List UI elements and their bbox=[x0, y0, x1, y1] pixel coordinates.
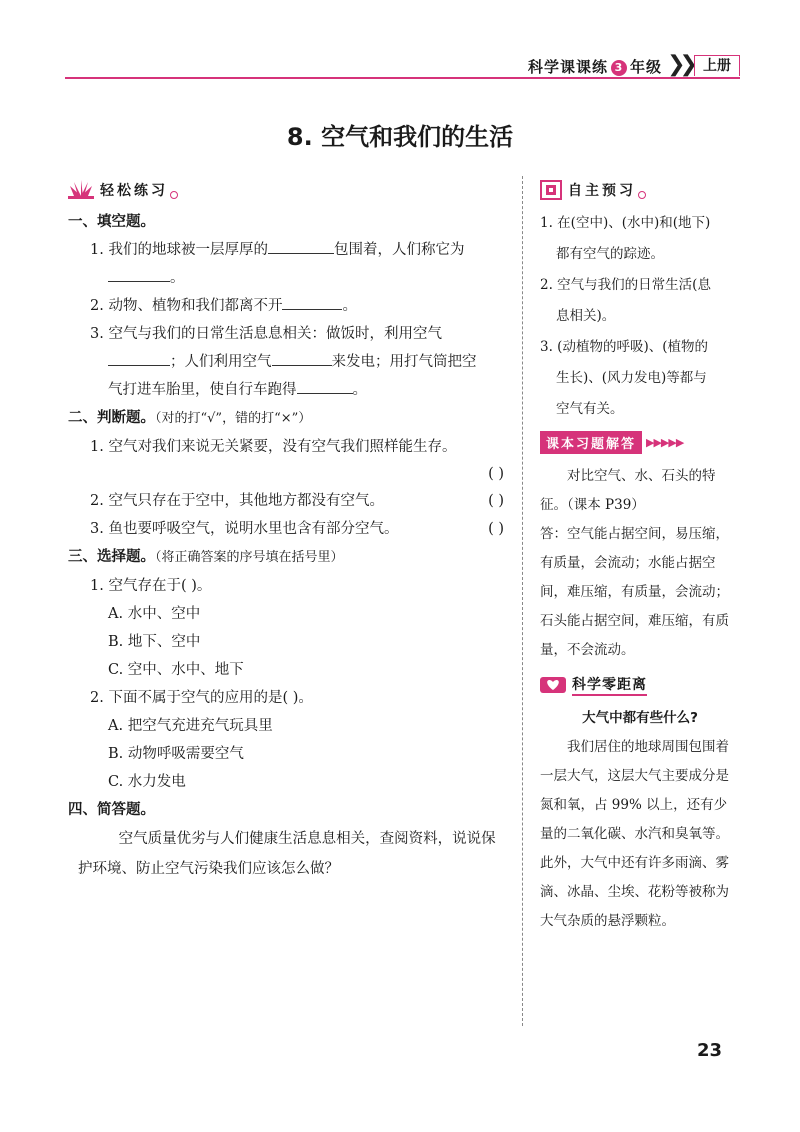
page-header bbox=[65, 52, 740, 82]
answer-blank[interactable] bbox=[272, 351, 332, 366]
choice-q2-c[interactable]: C. 水力发电 bbox=[108, 774, 186, 790]
arrow-icons: ▶▶▶▶▶ bbox=[646, 436, 684, 449]
preview-item-3-cont2: 空气有关。 bbox=[556, 401, 624, 417]
science-heading: 大气中都有些什么? bbox=[582, 710, 698, 726]
preview-item-2: 2. 空气与我们的日常生活(息 bbox=[540, 277, 711, 293]
q-text: 1. 我们的地球被一层厚厚的 bbox=[90, 242, 268, 258]
fill-blank-title: 一、填空题。 bbox=[68, 214, 155, 230]
short-answer-body: 空气质量优劣与人们健康生活息息相关，查阅资料，说说保护环境、防止空气污染我们应该怎么做？ bbox=[78, 831, 496, 877]
fill-q3-cont2 bbox=[68, 376, 508, 404]
judge-note: （对的打“√”，错的打“×”） bbox=[155, 411, 312, 426]
answer-blank[interactable] bbox=[108, 351, 170, 366]
choice-q1-c[interactable]: C. 空中、水中、地下 bbox=[108, 662, 244, 678]
preview-item-2-cont: 息相关)。 bbox=[556, 308, 616, 324]
sidebar bbox=[540, 178, 740, 936]
preview-label: 自主预习 bbox=[568, 183, 636, 199]
header-rule bbox=[65, 77, 740, 79]
judge-q1: 1. 空气对我们来说无关紧要，没有空气我们照样能生存。 bbox=[90, 439, 457, 455]
choice-q1-b[interactable]: B. 地下、空中 bbox=[108, 634, 201, 650]
choice-q2: 2. 下面不属于空气的应用的是( )。 bbox=[90, 690, 313, 706]
q-text: 3. 空气与我们的日常生活息息相关：做饭时，利用空气 bbox=[90, 326, 442, 342]
short-answer-title: 四、简答题。 bbox=[68, 802, 155, 818]
preview-item-3-cont: 生长)、(风力发电)等都与 bbox=[556, 370, 707, 386]
answer-paren[interactable]: ( ) bbox=[488, 521, 504, 537]
preview-item-1: 1. 在(空中)、(水中)和(地下) bbox=[540, 215, 711, 231]
choice-title-row bbox=[68, 543, 508, 572]
judge-q3 bbox=[68, 515, 508, 543]
grade-label: 年级 bbox=[629, 58, 662, 76]
choice-q1: 1. 空气存在于( )。 bbox=[90, 578, 212, 594]
choice-q1-a[interactable]: A. 水中、空中 bbox=[108, 606, 201, 622]
decor-dot bbox=[638, 191, 646, 199]
choice-title: 三、选择题。 bbox=[68, 549, 155, 565]
answer-paren[interactable]: ( ) bbox=[488, 493, 504, 509]
fill-q1-cont bbox=[68, 264, 508, 292]
answer-blank[interactable] bbox=[108, 267, 170, 282]
textbook-header bbox=[540, 431, 740, 454]
science-label: 科学零距离 bbox=[572, 674, 647, 696]
choice-q2-a[interactable]: A. 把空气充进充气玩具里 bbox=[108, 718, 273, 734]
choice-q2-b[interactable]: B. 动物呼吸需要空气 bbox=[108, 746, 244, 762]
science-body: 我们居住的地球周围包围着一层大气，这层大气主要成分是氮和氧，占 99% 以上，还有少量的二氧化碳、水汽和臭氧等。此外，大气中还有许多雨滴、雾滴、冰晶、尘埃、花粉等被称为大气杂质的悬浮颗粒。 bbox=[540, 739, 729, 929]
answer-blank[interactable] bbox=[282, 295, 342, 310]
q-text: 。 bbox=[342, 298, 357, 314]
textbook-question: 对比空气、水、石头的特征。（课本 P39） bbox=[540, 468, 716, 513]
textbook-answer: 答：空气能占据空间，易压缩，有质量，会流动；水能占据空间，难压缩，有质量，会流动；石头能占据空间，难压缩，有质量，不会流动。 bbox=[540, 526, 729, 658]
book-name: 科学课课练 bbox=[527, 58, 608, 76]
q-text: 包围着，人们称它为 bbox=[333, 242, 465, 258]
choice-note: （将正确答案的序号填在括号里） bbox=[155, 550, 344, 565]
sunburst-icon bbox=[68, 180, 94, 200]
fill-q1 bbox=[68, 236, 508, 264]
grade-badge: 3 bbox=[611, 60, 627, 76]
science-header bbox=[540, 673, 740, 697]
q-text: ；人们利用空气 bbox=[170, 354, 272, 370]
judge-title: 二、判断题。 bbox=[68, 410, 155, 426]
answer-blank[interactable] bbox=[297, 379, 353, 394]
page-title: 8. 空气和我们的生活 bbox=[286, 123, 514, 151]
decor-dot bbox=[170, 191, 178, 199]
q-text: 2. 动物、植物和我们都离不开 bbox=[90, 298, 283, 314]
preview-item-3: 3. (动植物的呼吸)、(植物的 bbox=[540, 339, 708, 355]
judge-q1-paren[interactable]: ( ) bbox=[488, 466, 504, 482]
fill-q3 bbox=[68, 320, 508, 348]
fill-q2 bbox=[68, 292, 508, 320]
q-text: 。 bbox=[352, 382, 367, 398]
q-text: 。 bbox=[170, 270, 185, 286]
column-divider bbox=[522, 176, 523, 1026]
book-icon bbox=[540, 180, 562, 200]
practice-label: 轻松练习 bbox=[100, 183, 168, 199]
answer-blank[interactable] bbox=[268, 239, 334, 254]
practice-header bbox=[68, 178, 508, 202]
heart-badge-icon bbox=[540, 676, 566, 694]
q-text: 3. 鱼也要呼吸空气，说明水里也含有部分空气。 bbox=[90, 521, 399, 537]
practice-section bbox=[68, 178, 508, 884]
q-text: 2. 空气只存在于空中，其他地方都没有空气。 bbox=[90, 493, 384, 509]
judge-q2 bbox=[68, 487, 508, 515]
preview-item-1-cont: 都有空气的踪迹。 bbox=[556, 246, 664, 262]
page-number: 23 bbox=[697, 1040, 723, 1061]
textbook-label: 课本习题解答 bbox=[540, 431, 642, 454]
volume-tab: 上册 bbox=[694, 55, 740, 76]
q-text: 来发电；用打气筒把空 bbox=[331, 354, 477, 370]
judge-title-row bbox=[68, 404, 508, 433]
q-text: 气打进车胎里，使自行车跑得 bbox=[108, 382, 297, 398]
double-chevron-icon: ❯❯ bbox=[667, 52, 692, 77]
fill-q3-cont bbox=[68, 348, 508, 376]
header-book-title bbox=[528, 56, 662, 77]
preview-header bbox=[540, 178, 740, 202]
